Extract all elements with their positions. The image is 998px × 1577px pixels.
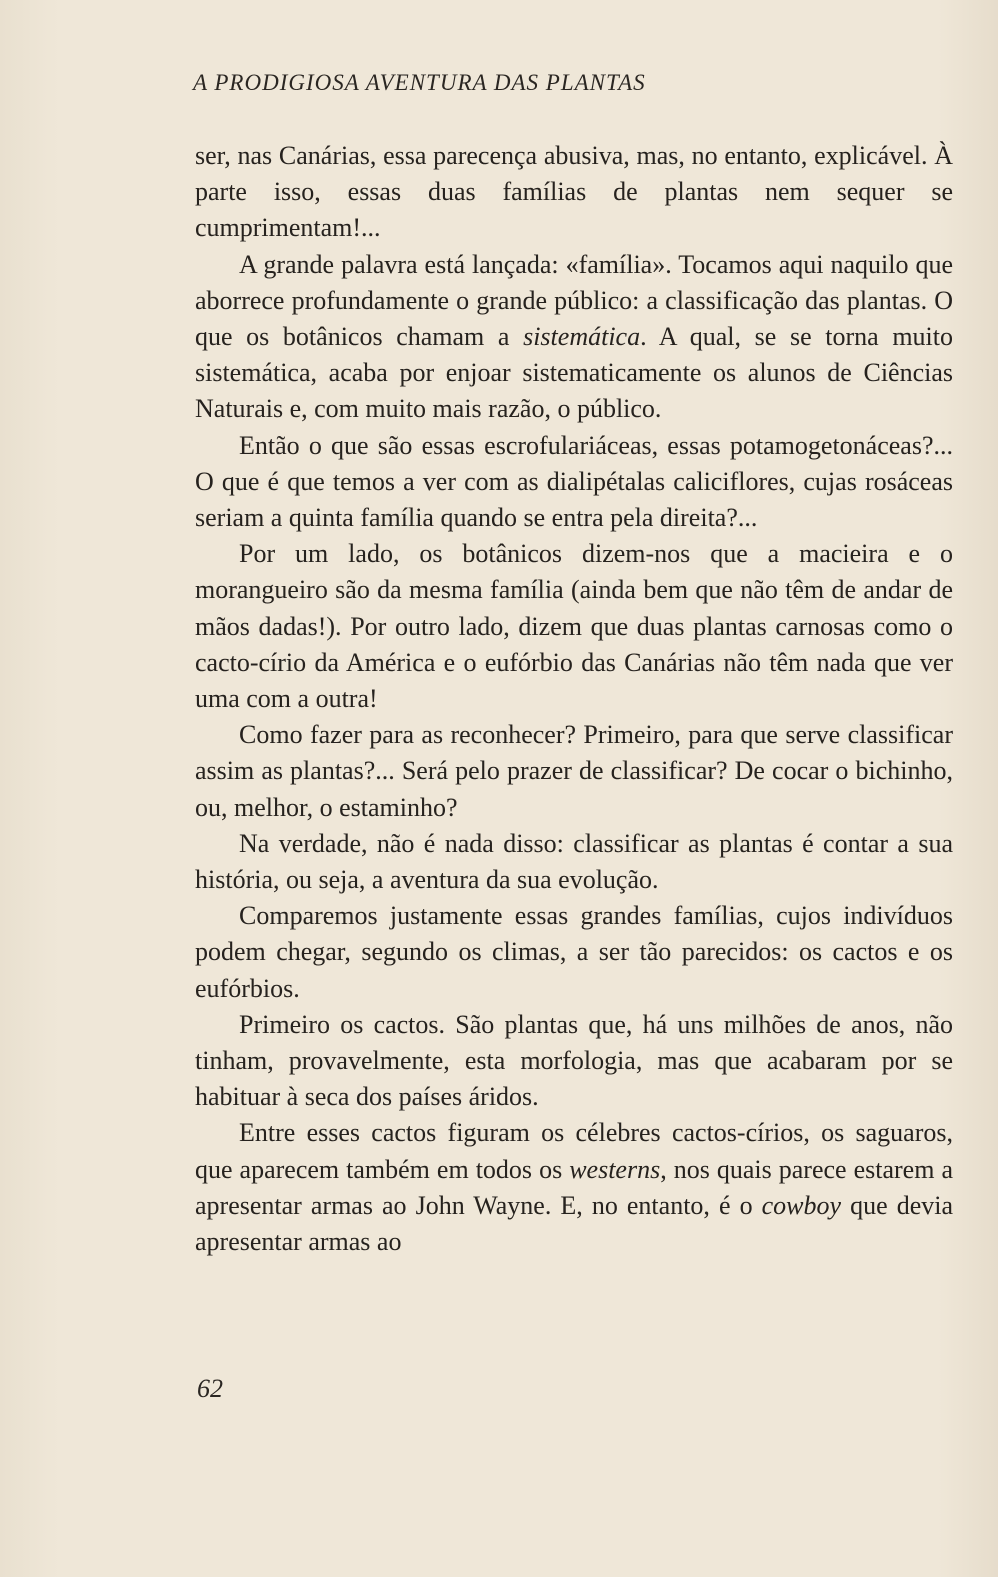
paragraph-9-part-b: , nos quais parece estarem a apresentar armas ao John Wayne. E, no entanto, é o [195, 1154, 953, 1220]
paragraph-9-emphasis-cowboy: cowboy [761, 1190, 842, 1220]
paragraph-4: Por um lado, os botânicos dizem-nos que a macieira e o morangueiro são da mesma família (ainda bem que não têm de andar de mãos dadas!). Por outro lado, dizem que duas plantas carnosas como o cacto-círio da América e o eufórbio das Canárias não têm nada que ver uma com a outra! [195, 539, 953, 714]
paragraph-8: Primeiro os cactos. São plantas que, há uns milhões de anos, não tinham, provavelmente, esta morfologia, mas que acabaram por se habituar à seca dos países áridos. [195, 1009, 953, 1112]
paragraph-9-emphasis-westerns: westerns [569, 1154, 661, 1184]
paragraph-9-part-c: que devia apresentar armas ao [195, 1190, 953, 1257]
page-number: 62 [197, 1374, 223, 1403]
paragraph-2-part-b: . A qual, se se torna muito sistemática, acaba por enjoar sistematicamente os alunos de Ciências Naturais e, com muito mais razão, o público. [195, 322, 953, 424]
paragraph-3: Então o que são essas escrofulariáceas, essas potamogetonáceas?... O que é que temos a ver com as dialipétalas caliciflores, cujas rosáceas seriam a quinta família quando se entra pela direita?... [195, 430, 953, 533]
paragraph-6: Na verdade, não é nada disso: classificar as plantas é contar a sua história, ou seja, a aventura da sua evolução. [195, 828, 953, 895]
paragraph-2-part-a: A grande palavra está lançada: «família». Tocamos aqui naquilo que aborrece profundamente o grande público: a classificação das plantas. O que os botânicos chamam a [195, 249, 953, 352]
paragraph-9 [195, 1115, 953, 1260]
paragraph-5: Como fazer para as reconhecer? Primeiro, para que serve classificar assim as plantas?... Será pelo prazer de classificar? De cocar o bichinho, ou, melhor, o estaminho? [195, 720, 953, 822]
body-text [195, 138, 953, 1260]
paragraph-7: Comparemos justamente essas grandes famílias, cujos indivíduos podem chegar, segundo os climas, a ser tão parecidos: os cactos e os eufórbios. [195, 901, 953, 1003]
paragraph-9-part-a: Entre esses cactos figuram os célebres cactos-círios, os saguaros, que aparecem também em todos os [195, 1118, 953, 1184]
paragraph-1: ser, nas Canárias, essa parecença abusiva, mas, no entanto, explicável. À parte isso, essas duas famílias de plantas nem sequer se cumprimentam!... [195, 141, 953, 243]
paragraph-2-emphasis: sistemática [523, 322, 641, 352]
paragraph-2 [195, 247, 953, 428]
running-head: A PRODIGIOSA AVENTURA DAS PLANTAS [193, 70, 646, 95]
